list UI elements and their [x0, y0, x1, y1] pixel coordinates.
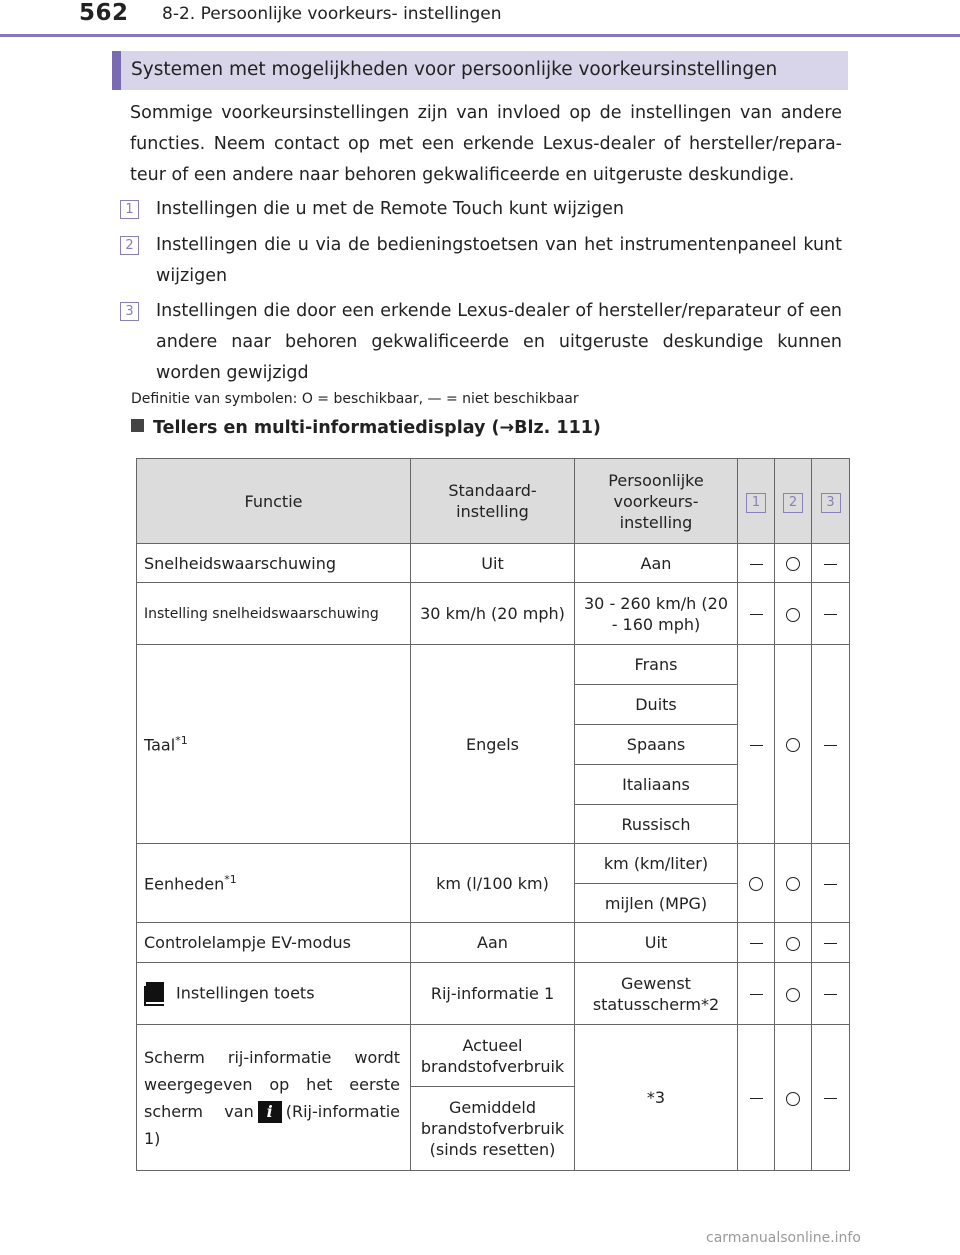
- not-available-symbol: [750, 745, 763, 746]
- default-cell: Uit: [411, 544, 575, 583]
- section-title: Systemen met mogelijkheden voor persoonlijke voorkeursinstellingen: [131, 59, 778, 80]
- col1-cell: [738, 923, 775, 963]
- header-title: 8-2. Persoonlijke voorkeurs- instellingen: [162, 4, 502, 24]
- subheading: [131, 418, 601, 438]
- custom-value: Gewenst statusscherm: [592, 973, 701, 1014]
- available-symbol: [786, 988, 800, 1002]
- not-available-symbol: [824, 943, 837, 944]
- not-available-symbol: [750, 1098, 763, 1099]
- option-cell: Spaans: [575, 725, 738, 765]
- footnote-marker: *1: [175, 733, 188, 747]
- available-symbol: [786, 1092, 800, 1106]
- function-cell: Controlelampje EV-modus: [137, 923, 411, 963]
- page-number: 562: [79, 0, 129, 26]
- trip-info-label-suffix: (Rij-informatie 1): [144, 1101, 400, 1148]
- number-badge: 2: [783, 493, 803, 513]
- number-badge: 2: [120, 236, 139, 255]
- subheading-text: Tellers en multi-informatiedisplay (→Blz. 111): [153, 418, 601, 438]
- function-cell: Instelling snelheidswaarschuwing: [137, 583, 411, 645]
- default-cell: Rij-informatie 1: [411, 963, 575, 1025]
- symbol-definition: Definitie van symbolen: O = beschikbaar, — = niet beschikbaar: [131, 391, 579, 407]
- option-cell: Italiaans: [575, 765, 738, 805]
- table-header-row: [137, 459, 850, 544]
- custom-cell: 30 - 260 km/h (20 - 160 mph): [575, 583, 738, 645]
- not-available-symbol: [824, 884, 837, 885]
- option-cell: mijlen (MPG): [575, 884, 738, 923]
- col1-cell: [738, 1025, 775, 1171]
- col3-cell: [812, 583, 850, 645]
- header-col-3: [812, 459, 850, 544]
- option-cell: Duits: [575, 685, 738, 725]
- header-col-2: [775, 459, 812, 544]
- option-cell: km (km/liter): [575, 844, 738, 884]
- header-rule: [0, 34, 960, 37]
- list-item-text: Instellingen die u met de Remote Touch kunt wijzigen: [156, 199, 624, 219]
- default-cell: km (l/100 km): [411, 844, 575, 923]
- col3-cell: [812, 1025, 850, 1171]
- table-row: [137, 645, 850, 685]
- language-label: Taal: [144, 735, 176, 755]
- square-bullet-icon: [131, 419, 144, 432]
- not-available-symbol: [824, 745, 837, 746]
- col3-cell: [812, 645, 850, 844]
- col1-cell: [738, 544, 775, 583]
- default-cell: 30 km/h (20 mph): [411, 583, 575, 645]
- function-cell: [137, 963, 411, 1025]
- table-row: [137, 963, 850, 1025]
- list-item-text: Instellingen die door een erkende Lexus-dealer of hersteller/reparateur of een andere naar behoren gekwalificeerde en uitgeruste deskundige kunnen worden gewijzigd: [156, 301, 842, 383]
- option-cell: Russisch: [575, 805, 738, 844]
- available-symbol: [749, 877, 763, 891]
- number-badge: 3: [120, 302, 139, 321]
- table-row: [137, 844, 850, 884]
- col1-cell: [738, 963, 775, 1025]
- settings-table: [136, 458, 850, 1171]
- custom-cell: Uit: [575, 923, 738, 963]
- col2-cell: [775, 963, 812, 1025]
- intro-paragraph: Sommige voorkeursinstellingen zijn van invloed op de instellingen van andere functies. Neem contact op met een erkende Lexus-dealer of hersteller/repara- teur of een andere naar behoren gekwalificeerde en uitgeruste deskundige.: [130, 103, 842, 185]
- table-row: [137, 544, 850, 583]
- footnote-marker: *1: [224, 872, 237, 886]
- col3-cell: [812, 963, 850, 1025]
- option-cell: Actueel brandstofverbruik: [411, 1025, 575, 1087]
- units-label: Eenheden: [144, 874, 225, 894]
- function-cell: [137, 1025, 411, 1171]
- not-available-symbol: [750, 994, 763, 995]
- book-settings-icon: [144, 982, 168, 1006]
- col1-cell: [738, 844, 775, 923]
- footnote-marker: *2: [700, 994, 720, 1014]
- not-available-symbol: [824, 614, 837, 615]
- number-badge: 1: [746, 493, 766, 513]
- settings-key-label: Instellingen toets: [176, 983, 315, 1002]
- available-symbol: [786, 608, 800, 622]
- custom-cell: [575, 963, 738, 1025]
- col2-cell: [775, 645, 812, 844]
- available-symbol: [786, 738, 800, 752]
- page-header: [0, 0, 960, 36]
- col2-cell: [775, 923, 812, 963]
- number-badge: 3: [821, 493, 841, 513]
- section-banner: [112, 51, 848, 90]
- not-available-symbol: [824, 1098, 837, 1099]
- col3-cell: [812, 923, 850, 963]
- header-function: Functie: [137, 459, 411, 544]
- number-badge: 1: [120, 200, 139, 219]
- option-cell: Gemiddeld brandstofverbruik (sinds resetten): [411, 1087, 575, 1171]
- col2-cell: [775, 1025, 812, 1171]
- trip-info-label: Scherm rij-informatie wordt weergegeven op het eerste scherm van: [144, 1047, 400, 1121]
- col3-cell: [812, 844, 850, 923]
- col3-cell: [812, 544, 850, 583]
- list-item: [120, 296, 842, 389]
- col1-cell: [738, 583, 775, 645]
- function-cell: [137, 645, 411, 844]
- header-default: Standaard- instelling: [411, 459, 575, 544]
- default-cell: Engels: [411, 645, 575, 844]
- custom-cell: *3: [575, 1025, 738, 1171]
- col1-cell: [738, 645, 775, 844]
- available-symbol: [786, 937, 800, 951]
- available-symbol: [786, 877, 800, 891]
- not-available-symbol: [750, 564, 763, 565]
- function-cell: [137, 844, 411, 923]
- list-item: [120, 230, 842, 292]
- option-cell: Frans: [575, 645, 738, 685]
- header-col-1: [738, 459, 775, 544]
- not-available-symbol: [824, 564, 837, 565]
- col2-cell: [775, 844, 812, 923]
- table-row: [137, 583, 850, 645]
- info-icon: i: [258, 1101, 282, 1123]
- not-available-symbol: [824, 994, 837, 995]
- col2-cell: [775, 583, 812, 645]
- available-symbol: [786, 557, 800, 571]
- default-cell: Aan: [411, 923, 575, 963]
- function-cell: Snelheidswaarschuwing: [137, 544, 411, 583]
- table-row: [137, 923, 850, 963]
- not-available-symbol: [750, 943, 763, 944]
- col2-cell: [775, 544, 812, 583]
- custom-cell: Aan: [575, 544, 738, 583]
- list-item-text: Instellingen die u via de bedieningstoetsen van het instrumentenpaneel kunt wijzigen: [156, 235, 842, 286]
- table-row: [137, 1025, 850, 1087]
- header-custom: Persoonlijke voorkeurs- instelling: [575, 459, 738, 544]
- list-item: [120, 194, 842, 225]
- watermark: carmanualsonline.info: [706, 1230, 861, 1246]
- not-available-symbol: [750, 614, 763, 615]
